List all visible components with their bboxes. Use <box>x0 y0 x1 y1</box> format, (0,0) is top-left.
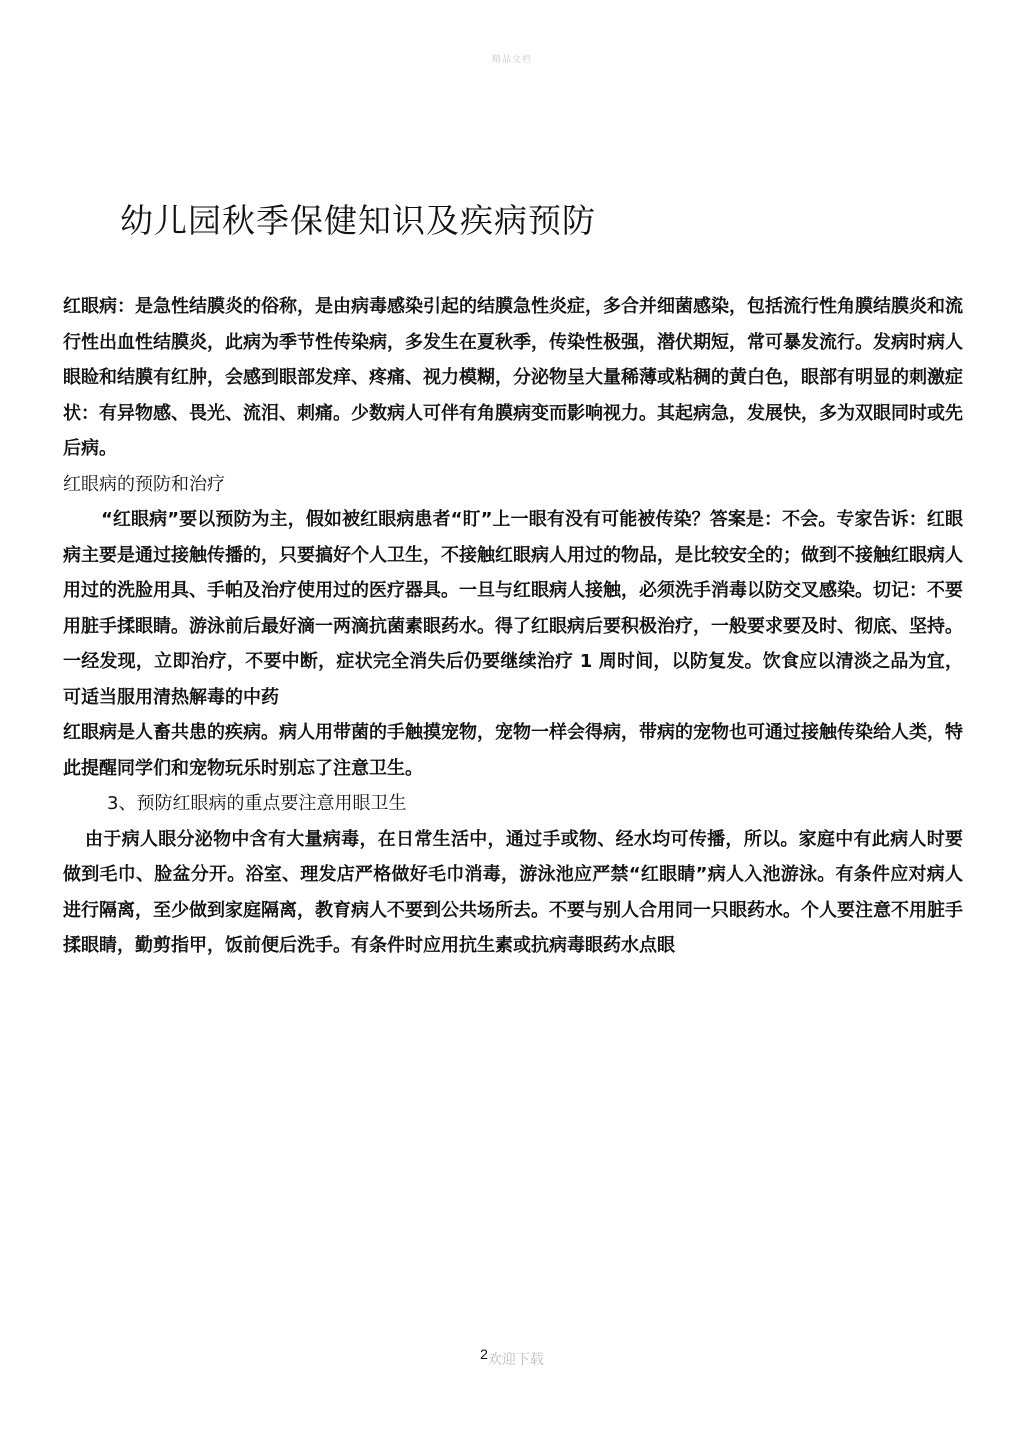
prevention-paragraph: “红眼病”要以预防为主，假如被红眼病患者“盯”上一眼有没有可能被传染？答案是：不会。专家告诉：红眼病主要是通过接触传播的，只要搞好个人卫生，不接触红眼病人用过的物品，是比较安全的；做到不接触红眼病人用过的洗脸用具、手帕及治疗使用过的医疗器具。一旦与红眼病人接触，必须洗手消毒以防交叉感染。切记：不要用脏手揉眼睛。游泳前后最好滴一两滴抗菌素眼药水。得了红眼病后要积极治疗，一般要求要及时、彻底、坚持。一经发现，立即治疗，不要中断，症状完全消失后仍要继续治疗 1 周时间，以防复发。饮食应以清淡之品为宜，可适当服用清热解毒的中药 <box>63 509 963 708</box>
hygiene-heading: 3、预防红眼病的重点要注意用眼卫生 <box>107 793 407 814</box>
zoonosis-paragraph: 红眼病是人畜共患的疾病。病人用带菌的手触摸宠物，宠物一样会得病，带病的宠物也可通过接触传染给人类，特此提醒同学们和宠物玩乐时别忘了注意卫生。 <box>63 722 963 779</box>
hygiene-paragraph: 由于病人眼分泌物中含有大量病毒，在日常生活中，通过手或物、经水均可传播，所以。家庭中有此病人时要做到毛巾、脸盆分开。浴室、理发店严格做好毛巾消毒，游泳池应严禁“红眼睛”病人入池游泳。有条件应对病人进行隔离，至少做到家庭隔离，教育病人不要到公共场所去。不要与别人合用同一只眼药水。个人要注意不用脏手揉眼睛，勤剪指甲，饭前便后洗手。有条件时应用抗生素或抗病毒眼药水点眼 <box>63 828 963 956</box>
intro-paragraph: 红眼病：是急性结膜炎的俗称，是由病毒感染引起的结膜急性炎症，多合并细菌感染，包括流行性角膜结膜炎和流行性出血性结膜炎，此病为季节性传染病，多发生在夏秋季，传染性极强，潜伏期短，常可暴发流行。发病时病人眼睑和结膜有红肿，会感到眼部发痒、疼痛、视力模糊，分泌物呈大量稀薄或粘稠的黄白色，眼部有明显的刺激症状：有异物感、畏光、流泪、刺痛。少数病人可伴有角膜病变而影响视力。其起病急，发展快，多为双眼同时或先后病。 <box>63 296 963 459</box>
page-title: 幼儿园秋季保健知识及疾病预防 <box>120 201 596 240</box>
header-watermark: 精品文档 <box>491 55 532 65</box>
footer-text: 欢迎下载 <box>487 1352 544 1368</box>
document-body <box>63 289 963 964</box>
page-footer <box>0 1344 1024 1368</box>
prevention-heading: 红眼病的预防和治疗 <box>63 473 225 495</box>
page-number: 2 <box>480 1346 488 1362</box>
